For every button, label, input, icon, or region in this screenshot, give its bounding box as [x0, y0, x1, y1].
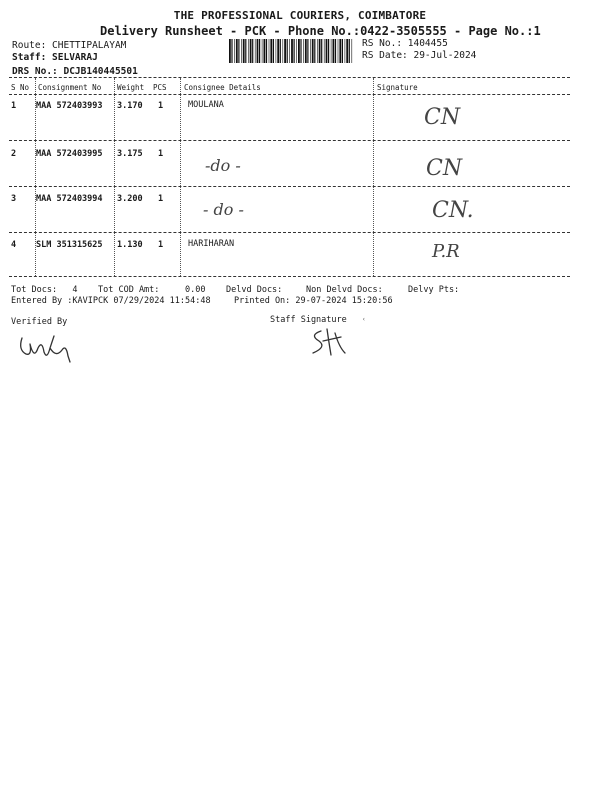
- non-delivered-docs: Non Delvd Docs:: [306, 285, 383, 295]
- table-bottom-rule: [9, 276, 570, 277]
- row-divider: [9, 186, 570, 187]
- total-cod-amount: Tot COD Amt: 0.00: [98, 285, 206, 295]
- route-label: Route: CHETTIPALAYAM: [12, 40, 127, 51]
- company-title: THE PROFESSIONAL COURIERS, COIMBATORE: [173, 9, 427, 22]
- col-header-pcs: PCS: [153, 83, 167, 92]
- row-pcs: 1: [158, 240, 164, 250]
- total-docs: Tot Docs: 4: [11, 285, 78, 295]
- row-weight: 3.200: [117, 194, 143, 204]
- row-sno: 2: [11, 149, 17, 159]
- row-consignee: -do -: [205, 156, 241, 175]
- drs-number: DRS No.: DCJB140445501: [12, 66, 138, 77]
- row-pcs: 1: [158, 101, 164, 111]
- row-pcs: 1: [158, 194, 164, 204]
- runsheet-title: Delivery Runsheet - PCK - Phone No.:0422-3505555 - Page No.:1: [100, 24, 541, 38]
- row-consignment: MAA 572403994: [36, 194, 103, 204]
- printed-on: Printed On: 29-07-2024 15:20:56: [234, 296, 393, 306]
- barcode-image: [228, 39, 354, 63]
- staff-signature-label: Staff Signature: [270, 315, 347, 325]
- row-signature: P.R: [432, 241, 460, 262]
- row-divider: [9, 232, 570, 233]
- row-consignment: MAA 572403995: [36, 149, 103, 159]
- row-weight: 3.175: [117, 149, 143, 159]
- delivery-points: Delvy Pts:: [408, 285, 460, 295]
- row-consignee: MOULANA: [188, 100, 224, 110]
- row-sno: 3: [11, 194, 17, 204]
- row-weight: 1.130: [117, 240, 143, 250]
- row-consignment: SLM 351315625: [36, 240, 103, 250]
- row-consignee: - do -: [203, 200, 244, 219]
- rs-number: RS No.: 1404455: [362, 38, 448, 49]
- column-divider: [180, 78, 181, 276]
- col-header-consignment: Consignment No: [38, 83, 102, 92]
- verifier-signature-image: [16, 330, 76, 366]
- table-top-rule: [9, 77, 570, 78]
- row-pcs: 1: [158, 149, 164, 159]
- verified-by-label: Verified By: [11, 317, 68, 327]
- row-divider: [9, 140, 570, 141]
- stray-mark: ‹: [362, 316, 366, 323]
- col-header-signature: Signature: [377, 83, 418, 92]
- column-divider: [373, 78, 374, 276]
- column-divider: [114, 78, 115, 276]
- entered-by: Entered By :KAVIPCK 07/29/2024 11:54:48: [11, 296, 211, 306]
- col-header-sno: S No: [11, 83, 30, 92]
- col-header-weight: Weight: [117, 83, 145, 92]
- staff-label: Staff: SELVARAJ: [12, 52, 98, 63]
- row-consignee: HARIHARAN: [188, 239, 235, 249]
- rs-date: RS Date: 29-Jul-2024: [362, 50, 477, 61]
- table-header-rule: [9, 94, 570, 95]
- delivered-docs: Delvd Docs:: [226, 285, 283, 295]
- row-sno: 1: [11, 101, 17, 111]
- row-weight: 3.170: [117, 101, 143, 111]
- row-consignment: MAA 572403993: [36, 101, 103, 111]
- row-signature: CN: [426, 156, 463, 181]
- col-header-consignee: Consignee Details: [184, 83, 261, 92]
- row-sno: 4: [11, 240, 17, 250]
- row-signature: CN: [424, 105, 461, 130]
- row-signature: CN.: [432, 198, 474, 223]
- staff-signature-image: [305, 325, 353, 361]
